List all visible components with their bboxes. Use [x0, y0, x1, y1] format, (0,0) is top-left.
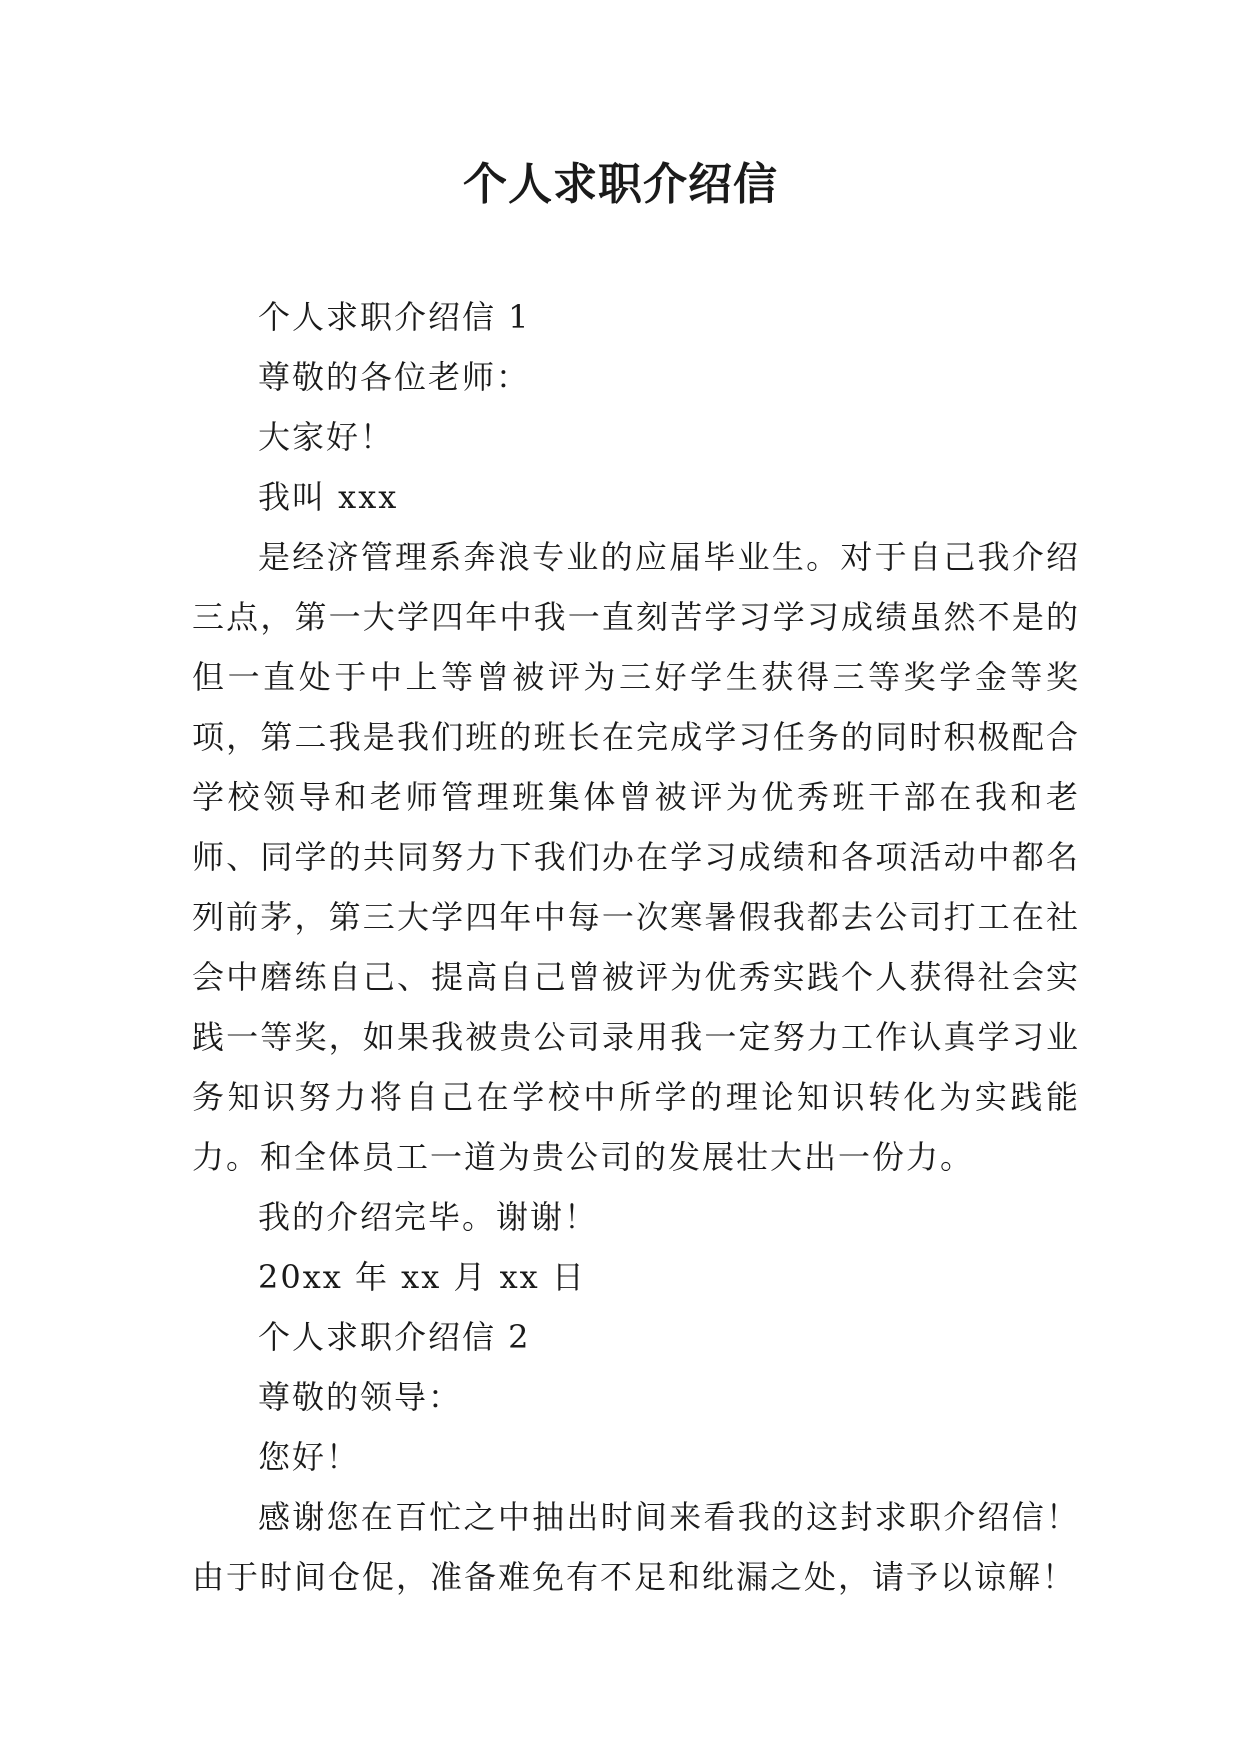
letter-2-greeting: 您好！: [258, 1438, 361, 1476]
letter-1-date: 20xx 年 xx 月 xx 日: [258, 1258, 586, 1296]
page-title: 个人求职介绍信: [463, 159, 778, 210]
letter-1-heading: 个人求职介绍信 1: [258, 298, 531, 336]
letter-1-salutation: 尊敬的各位老师：: [258, 358, 531, 396]
letter-body: [192, 287, 1080, 1607]
letter-2-salutation: 尊敬的领导：: [258, 1378, 463, 1416]
letter-1-closing: 我的介绍完毕。谢谢！: [258, 1198, 599, 1236]
letter-2-body-paragraph: 感谢您在百忙之中抽出时间来看我的这封求职介绍信！由于时间仓促，准备难免有不足和纰漏之处，请予以谅解！: [192, 1498, 1080, 1596]
letter-1-body-paragraph: 是经济管理系奔浪专业的应届毕业生。对于自己我介绍三点，第一大学四年中我一直刻苦学习学习成绩虽然不是的但一直处于中上等曾被评为三好学生获得三等奖学金等奖项，第二我是我们班的班长在完成学习任务的同时积极配合学校领导和老师管理班集体曾被评为优秀班干部在我和老师、同学的共同努力下我们办在学习成绩和各项活动中都名列前茅，第三大学四年中每一次寒暑假我都去公司打工在社会中磨练自己、提高自己曾被评为优秀实践个人获得社会实践一等奖，如果我被贵公司录用我一定努力工作认真学习业务知识努力将自己在学校中所学的理论知识转化为实践能力。和全体员工一道为贵公司的发展壮大出一份力。: [192, 538, 1080, 1176]
letter-2-heading: 个人求职介绍信 2: [258, 1318, 531, 1356]
letter-1-name-line: 我叫 xxx: [258, 478, 399, 516]
letter-1-greeting: 大家好！: [258, 418, 395, 456]
